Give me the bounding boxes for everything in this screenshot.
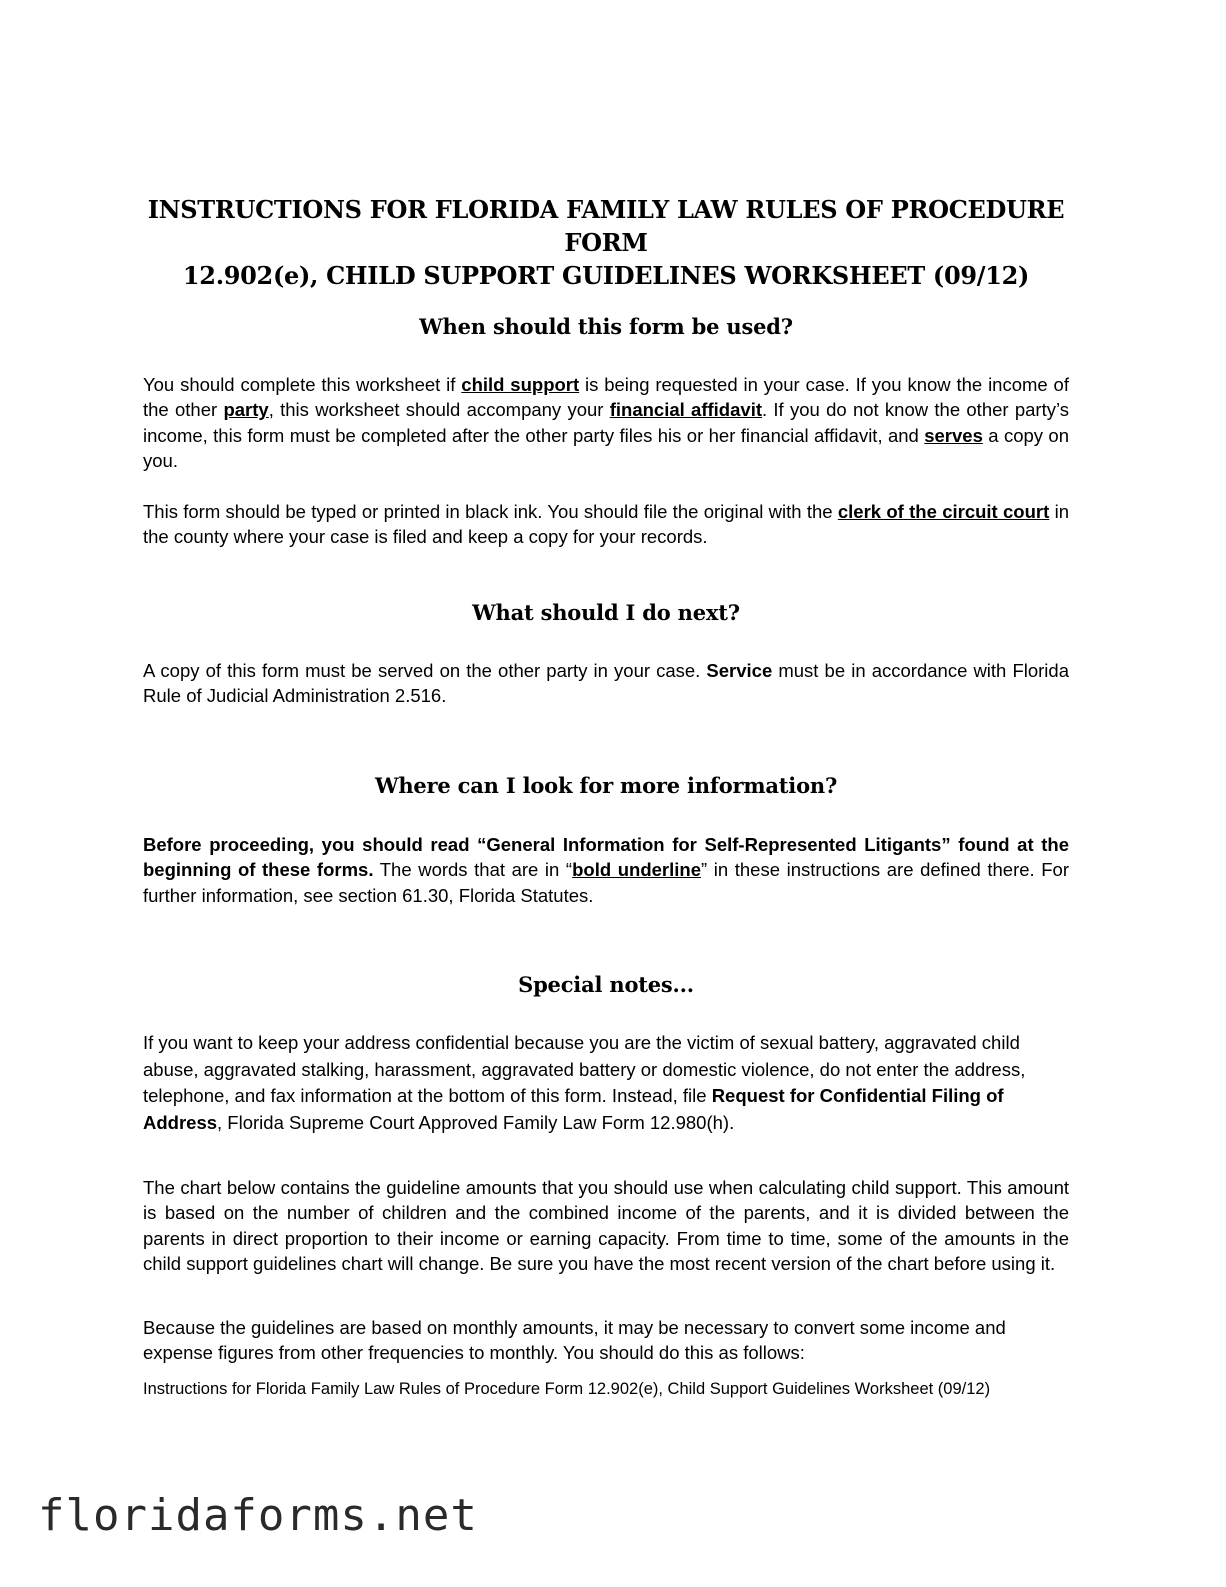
general-info-notice: Before proceeding, you should read “General Information for Self-Represented Litigants” found at the beginning of these forms.	[143, 834, 1069, 881]
paragraph-when-used: You should complete this worksheet if child support is being requested in your case. If you know the income of the other party, this worksheet should accompany your financial affidavit. If you do not know the other party’s income, this form must be completed after the other party files his or her financial affidavit, and serves a copy on you.	[143, 374, 1069, 472]
title-line-2: 12.902(e), CHILD SUPPORT GUIDELINES WORKSHEET (09/12)	[182, 261, 1030, 290]
term-serves: serves	[924, 424, 983, 446]
paragraph-monthly-conversion: Because the guidelines are based on monthly amounts, it may be necessary to convert some income and expense figures from other frequencies to monthly. You should do this as follows:	[143, 1317, 1006, 1364]
paragraph-service: A copy of this form must be served on the other party in your case. Service must be in accordance with Florida Rule of Judicial Administration 2.516.	[143, 660, 1069, 707]
term-financial-affidavit: financial affidavit	[609, 399, 762, 421]
term-clerk-of-circuit-court: clerk of the circuit court	[837, 501, 1050, 522]
form-name-confidential-filing: Request for Confidential Filing of Address	[143, 1085, 1004, 1133]
paragraph-guideline-chart: The chart below contains the guideline amounts that you should use when calculating child support. This amount is based on the number of children and the combined income of the parents, and it is divided between the parents in direct proportion to their income or earning capacity. From time to time, some of the amounts in the child support guidelines chart will change. Be sure you have the most recent version of the chart before using it.	[143, 1177, 1069, 1275]
document-title	[143, 193, 1069, 292]
paragraph-more-info: Before proceeding, you should read “General Information for Self-Represented Litigants” found at the beginning of these forms. The words that are in “bold underline” in these instructions are defined there. For further information, see section 61.30, Florida Statutes.	[143, 834, 1070, 906]
term-service: Service	[706, 660, 773, 681]
section-heading-more-info: Where can I look for more information?	[374, 773, 838, 798]
page-footer: Instructions for Florida Family Law Rules of Procedure Form 12.902(e), Child Support Guidelines Worksheet (09/12)	[143, 1380, 991, 1398]
title-line-1: INSTRUCTIONS FOR FLORIDA FAMILY LAW RULES OF PROCEDURE FORM	[147, 195, 1065, 257]
section-heading-special-notes: Special notes...	[518, 972, 694, 997]
term-bold-underline: bold underline	[572, 859, 701, 881]
term-party: party	[223, 399, 269, 421]
section-heading-when: When should this form be used?	[419, 314, 793, 339]
paragraph-confidential-address: If you want to keep your address confidential because you are the victim of sexual battery, aggravated child abuse, aggravated stalking, harassment, aggravated battery or domestic violence, do not enter the address, telephone, and fax information at the bottom of this form. Instead, file Request for Confidential Filing of Address, Florida Supreme Court Approved Family Law Form 12.980(h).	[143, 1032, 1026, 1133]
section-heading-next: What should I do next?	[472, 600, 740, 625]
watermark: floridaforms.net	[38, 1490, 478, 1541]
term-child-support: child support	[461, 374, 580, 395]
paragraph-filing: This form should be typed or printed in black ink. You should file the original with the clerk of the circuit court in the county where your case is filed and keep a copy for your records.	[143, 501, 1069, 548]
